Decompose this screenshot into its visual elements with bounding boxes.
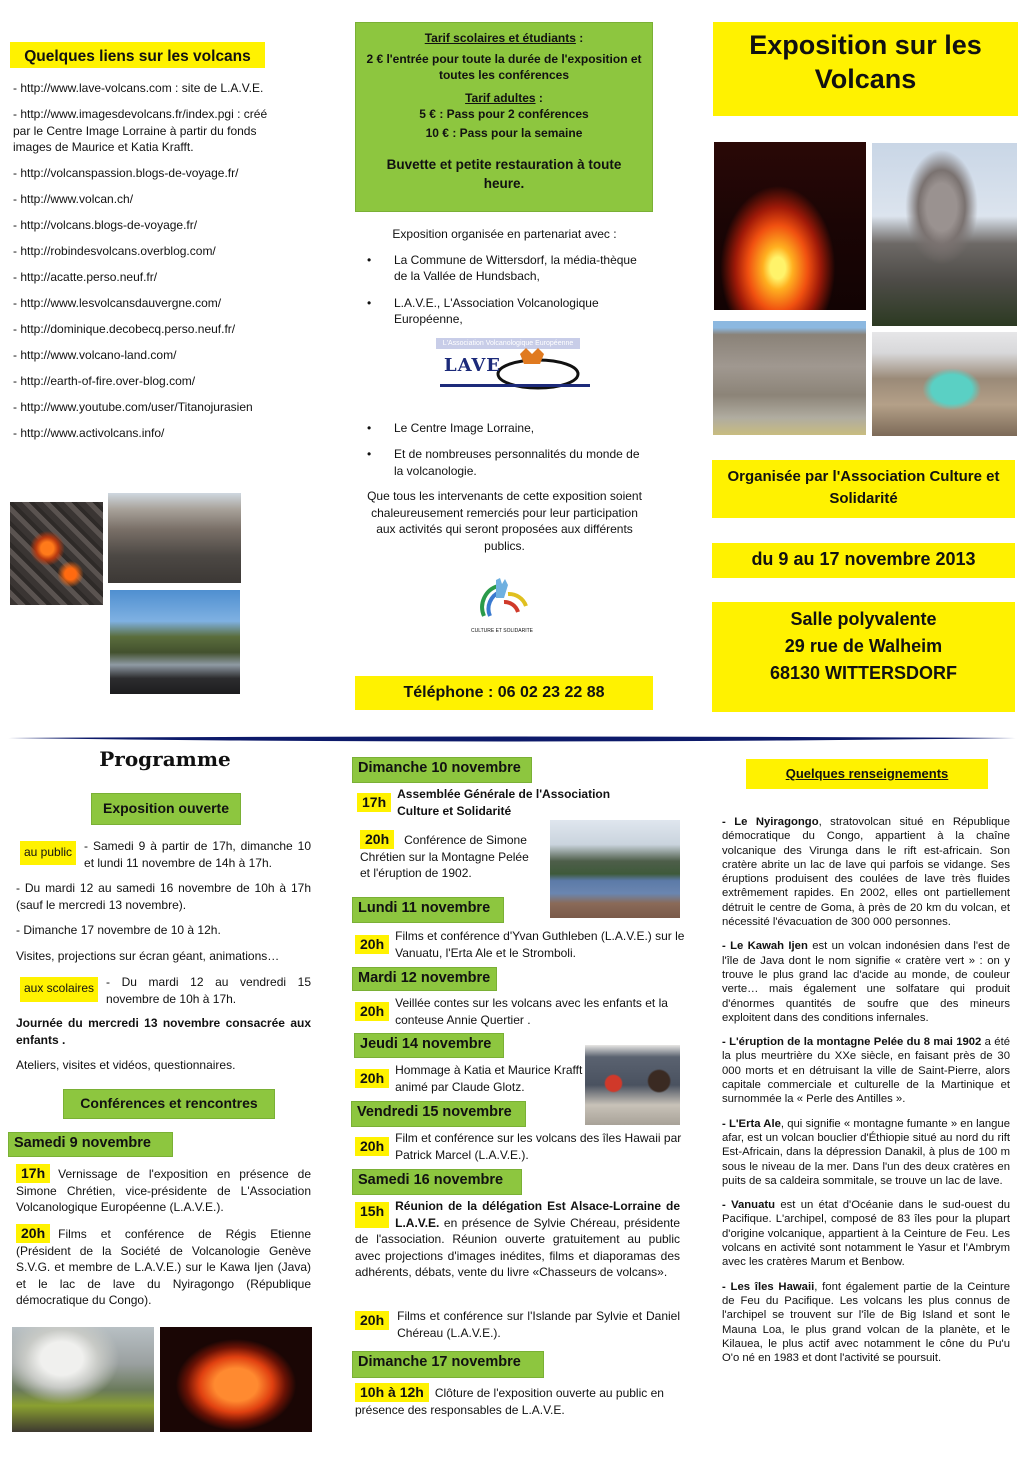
city-postal: 68130 WITTERSDORF <box>769 663 958 683</box>
students-price: 2 € l'entrée pour toute la durée de l'exposition et toutes les conférences <box>366 51 642 82</box>
weekday-hours: - Du mardi 12 au samedi 16 novembre de 10h à 17h (sauf le mercredi 13 novembre). <box>16 881 311 912</box>
kids-day-text: Journée du mercredi 13 novembre consacrée aux enfants . <box>16 1016 311 1047</box>
link-item[interactable]: - http://acatte.perso.neuf.fr/ <box>13 270 158 284</box>
lava-lake-photo <box>160 1327 312 1432</box>
partners-intro: Exposition organisée en partenariat avec : <box>392 227 617 241</box>
event-text: Veillée contes sur les volcans avec les enfants et la conteuse Annie Quertier . <box>395 996 668 1027</box>
links-heading: Quelques liens sur les volcans <box>10 42 265 68</box>
public-schedule <box>16 838 311 871</box>
info-list <box>722 815 1010 1375</box>
event-time: 20h <box>355 1311 389 1330</box>
event-item <box>355 928 685 961</box>
grey-crater-photo <box>713 321 866 435</box>
event-text: Films et conférence de Régis Etienne (Président de la Société de Volcanologie Genève S.V.G. et membre de L.A.V.E.) sur le Kawa Ijen (Java) et le lac de lave du Nyiragongo (République démocratique du Congo). <box>16 1227 311 1307</box>
partner-item: • La Commune de Wittersdorf, la média-thèque de la Vallée de Hundsbach, <box>362 252 647 285</box>
street-address: 29 rue de Walheim <box>784 636 943 656</box>
info-item: - Le Nyiragongo, stratovolcan situé en République démocratique du Congo, appartient à la chaîne volcanique des Virunga dans le rift est-africain. Son cratère abrite un lac de lave qui parfois se vidange. Ses éruptions produisent des coulées de lave très fluides extrêmement rapides. En 2002, elles ont partiellement détruit le centre de Goma, à près de 20 km du volcan, et nécessité l'évacuation de 300 000 personnes. <box>722 816 1010 929</box>
event-text: Conférence de Simone Chrétien sur la Montagne Pelée et l'éruption de 1902. <box>360 833 529 880</box>
event-text: Vernissage de l'exposition en présence de Simone Chrétien, vice-présidente de L'Association Volcanologique Européenne (L.A.V.E.). <box>16 1167 311 1214</box>
address-banner <box>712 602 1015 712</box>
public-tag: au public <box>20 841 76 865</box>
day-heading: Jeudi 14 novembre <box>354 1033 504 1058</box>
day-heading: Vendredi 15 novembre <box>351 1101 526 1127</box>
event-time: 10h à 12h <box>355 1383 429 1402</box>
schools-tag: aux scolaires <box>20 977 98 1002</box>
link-item[interactable]: - http://www.volcano-land.com/ <box>13 348 177 362</box>
partners-section <box>362 226 647 636</box>
event-text: Films et conférence d'Yvan Guthleben (L.A.V.E.) sur le Vanuatu, l'Erta Ale et le Stromboli. <box>395 929 685 960</box>
day-heading: Samedi 9 novembre <box>8 1132 173 1157</box>
event-time: 17h <box>16 1164 50 1183</box>
adults-price-2: 10 € : Pass pour la semaine <box>425 125 583 140</box>
eruption-night-photo <box>714 142 866 310</box>
link-item[interactable]: - http://www.imagesdevolcans.fr/index.pgi : créé par le Centre Image Lorraine à partir du fonds images de Maurice et Katia Krafft. <box>13 107 268 154</box>
culture-solidarite-logo <box>362 576 647 636</box>
info-item: - L'éruption de la montagne Pelée du 8 mai 1902 a été la plus meurtrière du XXe siècle, en faisant près de 30 000 morts et en détruisant la ville de Saint-Pierre, alors capitale commerciale et culturelle de la Martinique et surnommée la « Perle des Antilles ». <box>722 1036 1011 1106</box>
lava-flow-photo <box>10 502 103 605</box>
venue-name: Salle polyvalente <box>790 609 937 629</box>
conferences-heading: Conférences et rencontres <box>63 1089 275 1119</box>
day-heading: Mardi 12 novembre <box>352 967 497 991</box>
adults-pricing-heading: Tarif adultes <box>465 90 536 105</box>
event-text: Clôture de l'exposition ouverte au public en présence des responsables de L.A.V.E. <box>355 1386 664 1417</box>
lave-logo <box>362 338 647 398</box>
organizer-banner: Organisée par l'Association Culture et Solidarité <box>712 460 1015 518</box>
thanks-text: Que tous les intervenants de cette exposition soient chaleureusement remerciés pour leur participation aux activités qui seront proposées aux différents publics. <box>367 489 642 553</box>
event-item <box>355 1062 585 1095</box>
info-item: - Les îles Hawaii, font également partie de la Ceinture de Feu du Pacifique. Les volcans les plus connus de l'archipel se trouvent sur l'île de Big Island et sont le Mauna Loa, le plus grand volcan de la planète, et le Kilauea, le plus actif avec notamment le cône du Pu'u O'o né en 1983 et dont l'activité se poursuit. <box>722 1280 1010 1365</box>
event-item <box>355 1130 685 1163</box>
sunday-hours: - Dimanche 17 novembre de 10 à 12h. <box>16 923 221 937</box>
event-item <box>360 830 540 882</box>
event-text: Hommage à Katia et Maurice Krafft animé par Claude Glotz. <box>395 1063 583 1094</box>
ash-plume-photo <box>872 143 1017 326</box>
buvette-text: Buvette et petite restauration à toute heure. <box>386 157 622 191</box>
links-list <box>13 80 275 451</box>
phone-banner: Téléphone : 06 02 23 22 88 <box>355 676 653 710</box>
link-item[interactable]: - http://volcanspassion.blogs-de-voyage.fr/ <box>13 166 239 180</box>
event-text: Films et conférence sur l'Islande par Sylvie et Daniel Chéreau (L.A.V.E.). <box>397 1309 680 1340</box>
adults-price-1: 5 € : Pass pour 2 conférences <box>419 107 589 121</box>
dates-banner: du 9 au 17 novembre 2013 <box>712 543 1015 578</box>
programme-title: Programme <box>99 747 231 771</box>
event-time: 15h <box>355 1202 389 1228</box>
pricing-box: Tarif scolaires et étudiants : 2 € l'entrée pour toute la durée de l'exposition et toutes les conférences Tarif adultes : 5 € : Pass pour 2 conférences 10 € : Pass pour la semaine Buvette et petite restauration à toute heure. <box>355 22 653 212</box>
page-divider <box>8 735 1016 743</box>
crater-photo <box>108 493 241 583</box>
schools-schedule <box>16 974 311 1007</box>
page-title: Exposition sur les Volcans <box>713 22 1018 116</box>
day-heading: Lundi 11 novembre <box>352 897 504 923</box>
krafft-portrait-photo <box>585 1045 680 1125</box>
day-heading: Dimanche 17 novembre <box>352 1351 544 1378</box>
event-text: en présence de Sylvie Chéreau, présidente de l'association. Réunion ouverte gratuitement au public avec projections d'images inédites, films et diaporamas des adhérents, débats, vente du livre «Chasseurs de volcans». <box>355 1215 680 1279</box>
link-item[interactable]: - http://www.youtube.com/user/Titanojurasien <box>13 400 253 414</box>
culture-solidarite-caption: CULTURE ET SOLIDARITE <box>470 628 534 634</box>
hand-rainbow-logo-icon <box>474 576 534 621</box>
partner-item: • Le Centre Image Lorraine, <box>362 420 647 437</box>
event-item <box>16 1224 311 1309</box>
link-item[interactable]: - http://volcans.blogs-de-voyage.fr/ <box>13 218 198 232</box>
event-time: 20h <box>360 830 394 849</box>
expo-heading: Exposition ouverte <box>91 793 241 825</box>
link-item[interactable]: - http://www.volcan.ch/ <box>13 192 134 206</box>
event-text-bold: Réunion de la délégation Est Alsace-Lorraine de L.A.V.E. <box>395 1199 680 1230</box>
partner-item: • L.A.V.E., L'Association Volcanologique Européenne, <box>362 295 647 328</box>
link-item[interactable]: - http://dominique.decobecq.perso.neuf.fr/ <box>13 322 236 336</box>
event-time: 20h <box>355 1069 389 1088</box>
montagne-pelee-photo <box>550 820 680 918</box>
event-item <box>355 1308 680 1341</box>
event-text: Assemblée Générale de l'Association Culture et Solidarité <box>397 787 611 818</box>
event-time: 20h <box>355 935 389 954</box>
event-time: 17h <box>357 793 391 812</box>
link-item[interactable]: - http://www.activolcans.info/ <box>13 426 165 440</box>
event-time: 20h <box>355 1137 389 1156</box>
event-time: 20h <box>16 1224 50 1243</box>
activities-text: Visites, projections sur écran géant, animations… <box>16 949 280 963</box>
stromboli-beach-photo <box>110 590 240 694</box>
event-item <box>355 995 685 1028</box>
public-hours: - Samedi 9 à partir de 17h, dimanche 10 et lundi 11 novembre de 14h à 17h. <box>84 839 311 870</box>
info-heading: Quelques renseignements <box>746 759 988 789</box>
event-item <box>16 1164 311 1216</box>
event-item <box>355 1383 680 1418</box>
acid-lake-photo <box>872 332 1017 436</box>
lave-logo-caption: L'Association Volcanologique Européenne <box>436 338 580 349</box>
link-item[interactable]: - http://robindesvolcans.overblog.com/ <box>13 244 216 258</box>
info-item: - Le Kawah Ijen est un volcan indonésien dans l'est de l'île de Java dont le nom signifie « cratère vert » : on y trouve le plus grand lac d'acide au monde, de couleur verte… mais également une solfatare qui produit d'énormes quantités de soufre que des mineurs exploitent dans des conditions infernales. <box>722 940 1010 1024</box>
day-heading: Samedi 16 novembre <box>352 1169 522 1195</box>
event-time: 20h <box>355 1002 389 1021</box>
link-item[interactable]: - http://www.lesvolcansdauvergne.com/ <box>13 296 222 310</box>
event-item <box>355 1198 680 1281</box>
partner-item: • Et de nombreuses personnalités du monde de la volcanologie. <box>362 446 647 479</box>
day-heading: Dimanche 10 novembre <box>352 757 532 783</box>
sulfur-fumarole-photo <box>12 1327 154 1432</box>
info-item: - L'Erta Ale, qui signifie « montagne fumante » en langue afar, est un volcan bouclier d'Éthiopie situé au nord du rift Est-Africain, dans la dépression Danakil, à plus de 100 m sous le niveau de la mer. Dans l'un des deux cratères en puits de sa caldeira sommitale, se trouve un lac de lave. <box>722 1117 1010 1187</box>
event-text: Film et conférence sur les volcans des îles Hawaii par Patrick Marcel (L.A.V.E.). <box>395 1131 682 1162</box>
link-item[interactable]: - http://earth-of-fire.over-blog.com/ <box>13 374 196 388</box>
kids-activities-text: Ateliers, visites et vidéos, questionnaires. <box>16 1058 236 1072</box>
schools-hours: - Du mardi 12 au vendredi 15 novembre de 10h à 17h. <box>106 975 311 1006</box>
link-item[interactable]: - http://www.lave-volcans.com : site de L.A.V.E. <box>13 81 264 95</box>
info-item: - Vanuatu est un état d'Océanie dans le sud-ouest du Pacifique. L'archipel, composé de 83 îles pour la plupart d'origine volcanique, appartient à la Ceinture de Feu. Les volcans en activité sont notamment le Yasur et l'Ambrym avec les cratères Marum et Benbow. <box>722 1199 1011 1269</box>
lave-logo-text: LAVE <box>444 354 501 376</box>
event-item <box>357 786 637 819</box>
students-pricing-heading: Tarif scolaires et étudiants <box>424 31 576 45</box>
